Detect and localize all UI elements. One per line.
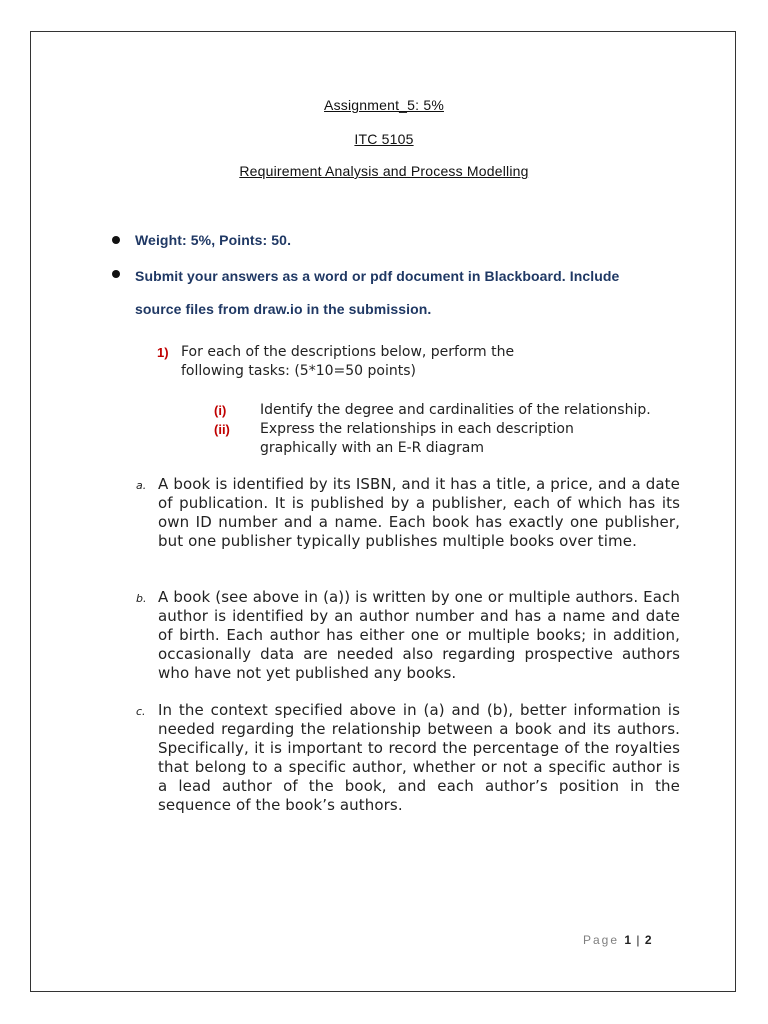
question-number: 1) [157,345,169,360]
page-current: 1 [624,933,632,947]
course-code: ITC 5105 [354,131,414,147]
task-text-continued: graphically with an E-R diagram [260,440,485,456]
submit-line-1: Submit your answers as a word or pdf document in Blackboard. Include [135,268,620,284]
description-letter: a. [136,479,147,492]
page-separator: | [636,933,640,947]
page-total: 2 [644,933,652,947]
submit-line-2: source files from draw.io in the submission. [135,301,432,317]
description-letter: b. [136,592,147,605]
bullet-icon [112,236,120,244]
weight-line: Weight: 5%, Points: 50. [135,232,292,248]
description-paragraph: A book (see above in (a)) is written by one or multiple authors. Each author is identified by an author number and has a name and date of birth. Each author has either one or multiple books; in addition, occasionally data are needed also regarding prospective authors who have not yet published any books. [158,588,680,682]
bullet-icon [112,270,120,278]
page-number-footer [583,933,652,947]
subject-title: Requirement Analysis and Process Modelling [239,163,529,179]
task-text: Identify the degree and cardinalities of the relationship. [260,402,651,418]
description-paragraph: A book is identified by its ISBN, and it has a title, a price, and a date of publication. It is published by a publisher, each of which has its own ID number and a name. Each book has exactly one publisher, but one publisher typically publishes multiple books over time. [158,475,680,550]
assignment-title: Assignment_5: 5% [324,97,444,113]
task-number: (i) [214,403,227,418]
description-letter: c. [136,705,146,718]
page-word: Page [583,933,620,947]
question-line-2: following tasks: (5*10=50 points) [181,363,416,379]
task-text: Express the relationships in each description [260,421,574,437]
task-number: (ii) [214,422,230,437]
question-line-1: For each of the descriptions below, perform the [181,344,515,360]
description-paragraph: In the context specified above in (a) and (b), better information is needed regarding the relationship between a book and its authors. Specifically, it is important to record the percentage of the royalties that belong to a specific author, whether or not a specific author is a lead author of the book, and each author’s position in the sequence of the book’s authors. [158,701,680,814]
